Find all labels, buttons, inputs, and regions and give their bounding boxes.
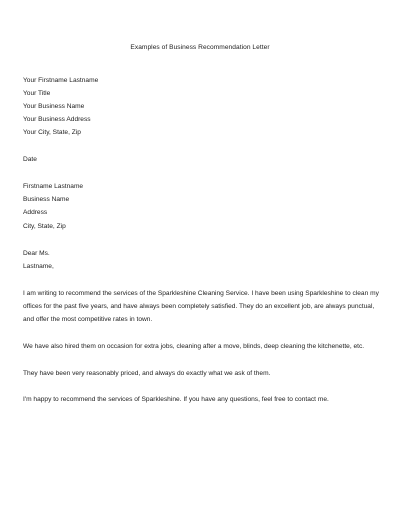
document-title: Examples of Business Recommendation Letter [130, 44, 270, 51]
recipient-business-name: Business Name [23, 196, 70, 203]
date-line: Date [23, 156, 37, 163]
recipient-city-state-zip: City, State, Zip [23, 223, 66, 230]
salutation-line-2: Lastname, [23, 263, 54, 270]
body-paragraph-2: We have also hired them on occasion for extra jobs, cleaning after a move, blinds, deep cleaning the kitchenette, etc. [23, 343, 365, 350]
sender-business-name: Your Business Name [23, 103, 85, 110]
body-paragraph-1-line-1: I am writing to recommend the services of the Sparkleshine Cleaning Service. I have been using Sparkleshine to clean my [23, 290, 379, 297]
body-paragraph-4: I'm happy to recommend the services of Sparkleshine. If you have any questions, feel free to contact me. [23, 396, 329, 403]
salutation-line-1: Dear Ms. [23, 250, 50, 257]
body-paragraph-1-line-3: and offer the most competitive rates in town. [23, 316, 153, 323]
sender-business-address: Your Business Address [23, 116, 91, 123]
body-paragraph-3: They have been very reasonably priced, and always do exactly what we ask of them. [23, 370, 271, 377]
sender-city-state-zip: Your City, State, Zip [23, 129, 81, 136]
sender-title: Your Title [23, 90, 51, 97]
recipient-address: Address [23, 209, 48, 216]
body-paragraph-1-line-2: offices for the past five years, and have always been completely satisfied. They do an excellent job, are always punctual, [23, 303, 375, 310]
recipient-name: Firstname Lastname [23, 183, 84, 190]
sender-name: Your Firstname Lastname [23, 77, 99, 84]
